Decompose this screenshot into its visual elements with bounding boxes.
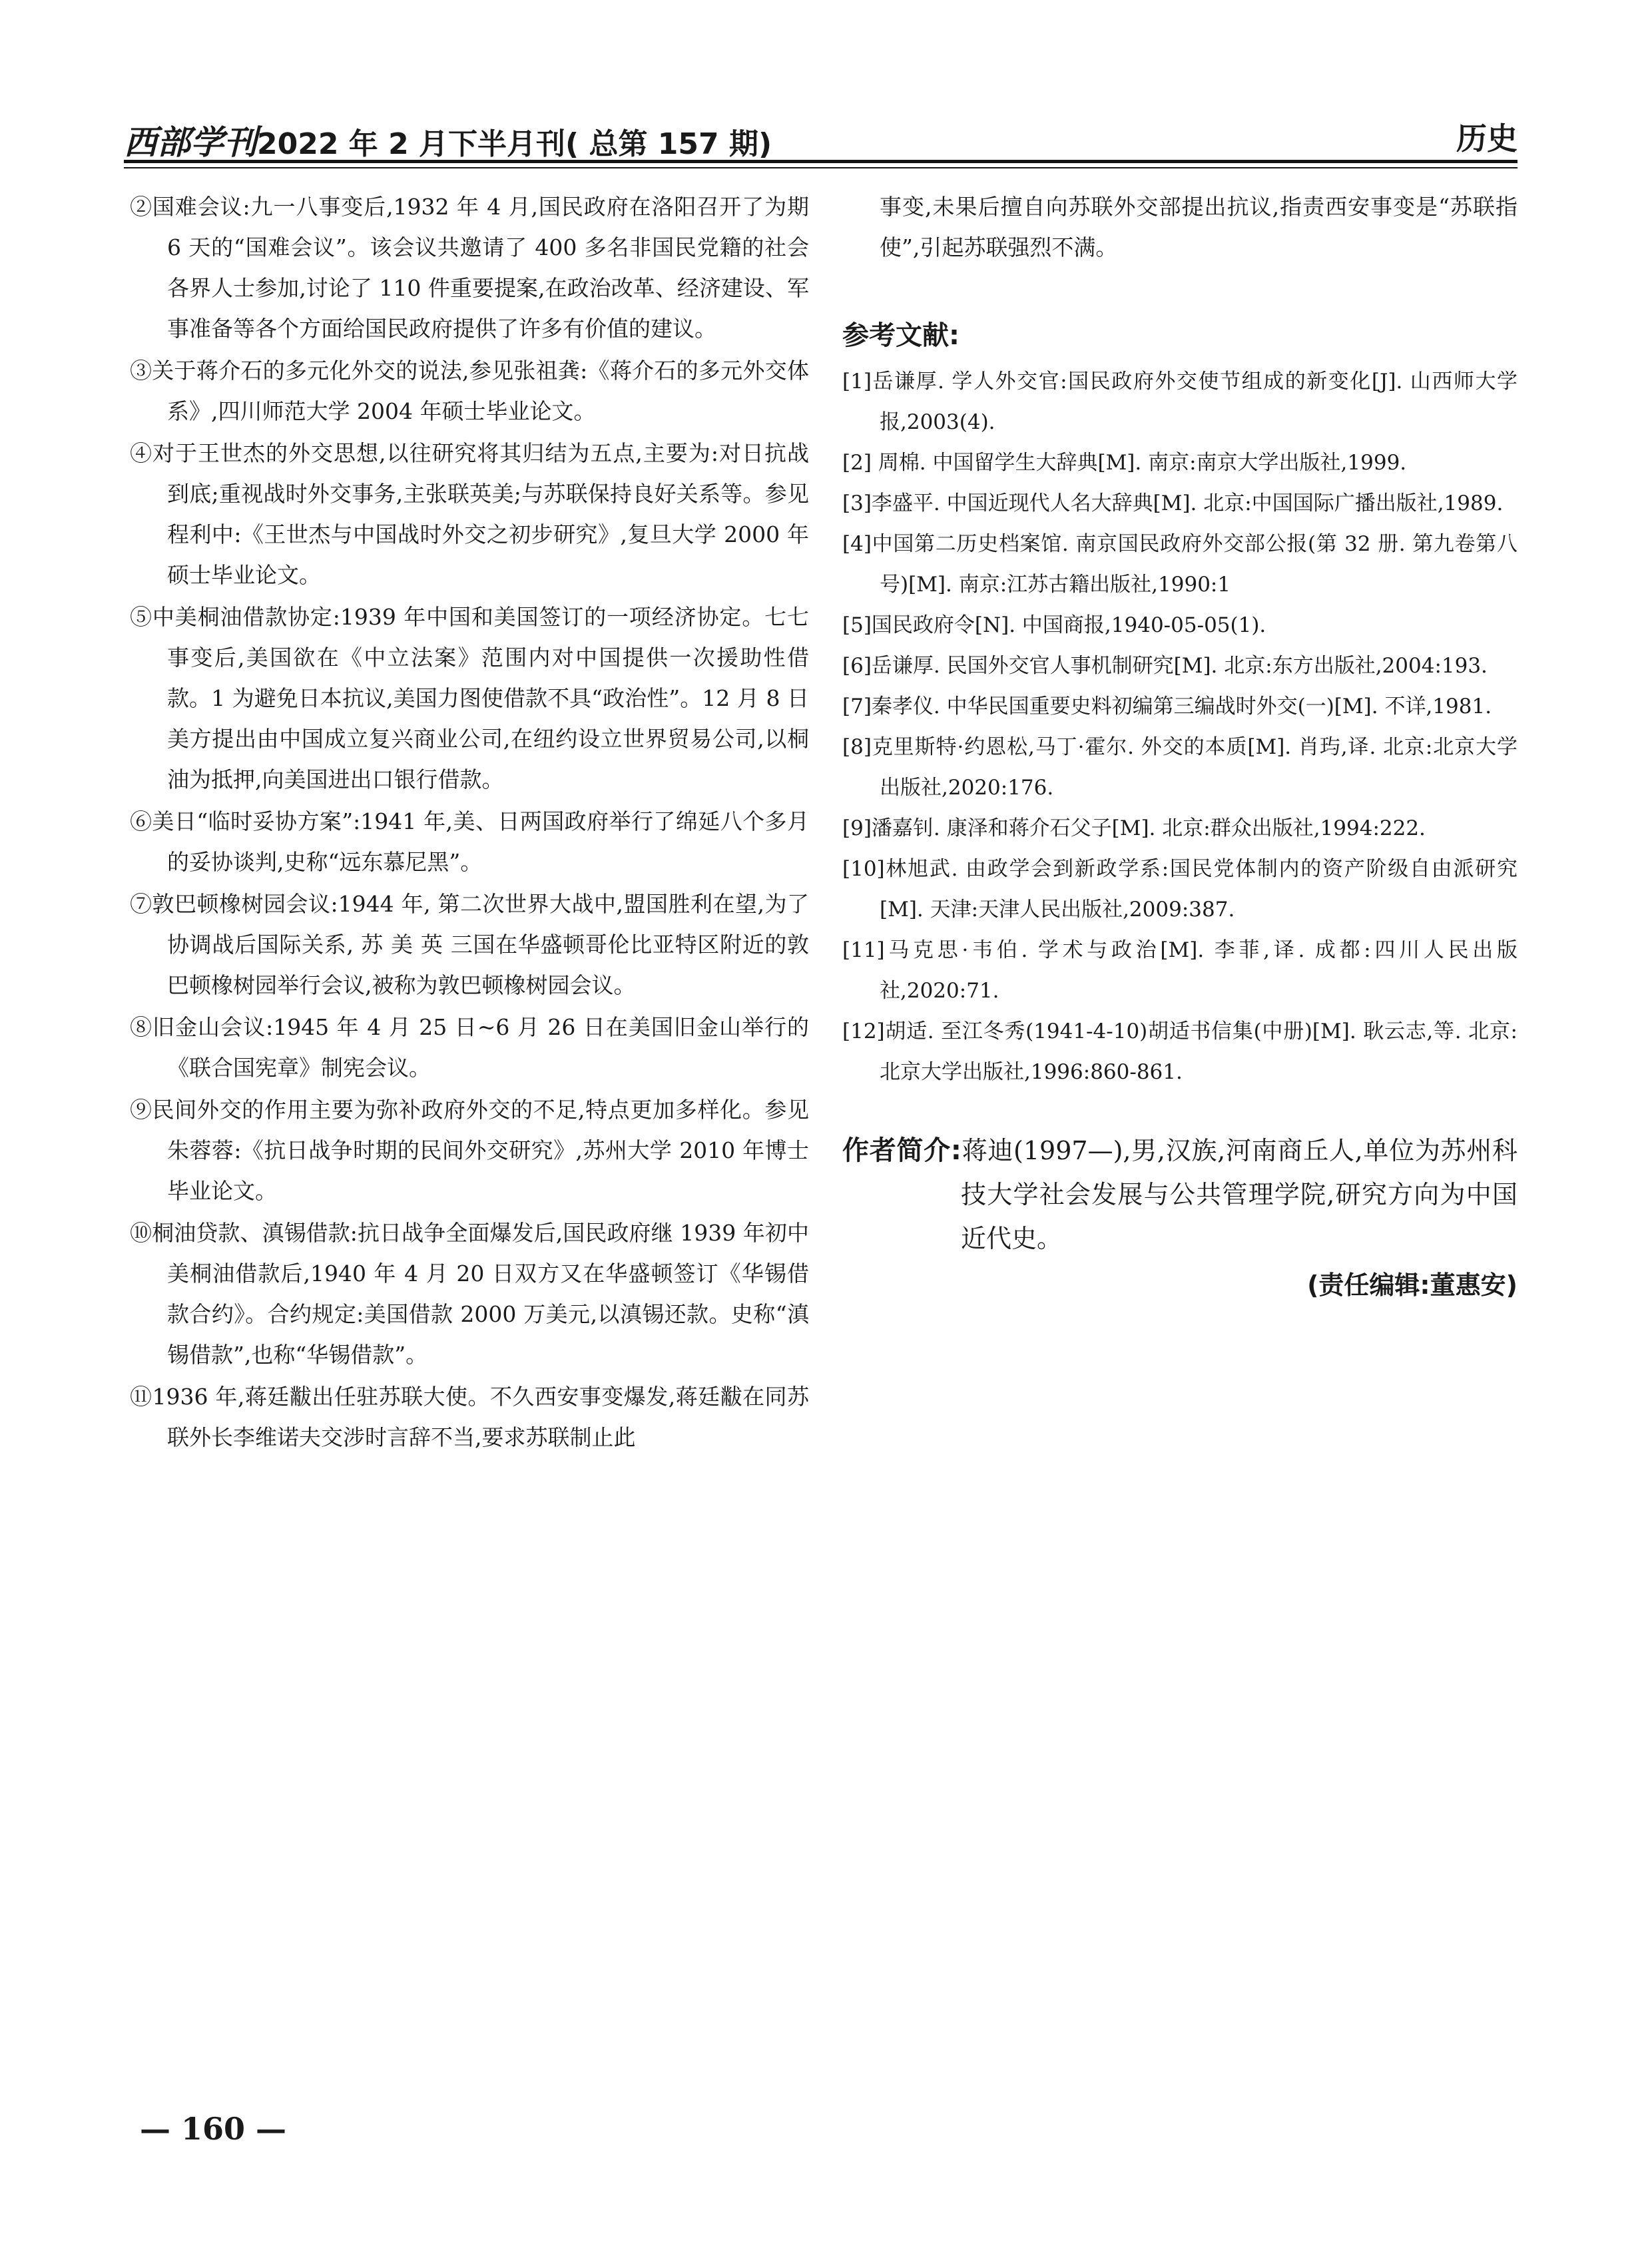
note-10: ⑩桐油贷款、滇锡借款:抗日战争全面爆发后,国民政府继 1939 年初中美桐油借款后,1940 年 4 月 20 日双方又在华盛顿签订《华锡借款合约》。合约规定:美国借款 2000 万美元,以滇锡还款。史称“滇锡借款”,也称“华锡借款”。 [130, 1220, 809, 1368]
header-journal-issue [124, 116, 772, 164]
references-column [842, 186, 1517, 1301]
note-4: ④对于王世杰的外交思想,以往研究将其归结为五点,主要为:对日抗战到底;重视战时外交事务,主张联英美;与苏联保持良好关系等。参见程利中:《王世杰与中国战时外交之初步研究》,复旦大学 2000 年硕士毕业论文。 [130, 440, 809, 588]
references-heading: 参考文献: [842, 320, 960, 351]
author-text: 蒋迪(1997—),男,汉族,河南商丘人,单位为苏州科技大学社会发展与公共管理学院,研究方向为中国近代史。 [961, 1136, 1517, 1253]
reference-item: [1]岳谦厚. 学人外交官:国民政府外交使节组成的新变化[J]. 山西师大学报,2003(4). [842, 370, 1517, 434]
reference-item: [5]国民政府令[N]. 中国商报,1940-05-05(1). [842, 613, 1266, 637]
page-number: — 160 — [140, 2111, 287, 2147]
header-rule-thin [124, 167, 1517, 168]
section-title: 历史 [1456, 121, 1517, 156]
reference-item: [10]林旭武. 由政学会到新政学系:国民党体制内的资产阶级自由派研究[M]. 天津:天津人民出版社,2009:387. [842, 857, 1517, 922]
header-rule [124, 160, 1517, 163]
reference-item: [11]马克思·韦伯. 学术与政治[M]. 李菲,译. 成都:四川人民出版社,2020:71. [842, 938, 1517, 1003]
reference-item: [12]胡适. 至江冬秀(1941-4-10)胡适书信集(中册)[M]. 耿云志,等. 北京:北京大学出版社,1996:860-861. [842, 1019, 1517, 1084]
reference-item: [2] 周棉. 中国留学生大辞典[M]. 南京:南京大学出版社,1999. [842, 451, 1407, 475]
note-3: ③关于蒋介石的多元化外交的说法,参见张祖龚:《蒋介石的多元外交体系》,四川师范大学 2004 年硕士毕业论文。 [130, 358, 809, 424]
author-label: 作者简介: [842, 1135, 962, 1166]
page-header [124, 112, 1517, 160]
author-bio [842, 1129, 1517, 1261]
issue-info: 2022 年 2 月下半月刊( 总第 157 期) [257, 127, 772, 161]
reference-item: [4]中国第二历史档案馆. 南京国民政府外交部公报(第 32 册. 第九卷第八号)[M]. 南京:江苏古籍出版社,1990:1 [842, 532, 1517, 597]
reference-item: [9]潘嘉钊. 康泽和蒋介石父子[M]. 北京:群众出版社,1994:222. [842, 816, 1426, 840]
notes-column [130, 186, 809, 1459]
reference-item: [6]岳谦厚. 民国外交官人事机制研究[M]. 北京:东方出版社,2004:193. [842, 654, 1488, 678]
reference-item: [8]克里斯特·约恩松,马丁·霍尔. 外交的本质[M]. 肖玙,译. 北京:北京大学出版社,2020:176. [842, 735, 1517, 800]
note-11: ⑪1936 年,蒋廷黻出任驻苏联大使。不久西安事变爆发,蒋廷黻在同苏联外长李维诺夫交涉时言辞不当,要求苏联制止此 [130, 1384, 809, 1450]
note-5: ⑤中美桐油借款协定:1939 年中国和美国签订的一项经济协定。七七事变后,美国欲在《中立法案》范围内对中国提供一次援助性借款。1 为避免日本抗议,美国力图使借款不具“政治性”。12 月 8 日美方提出由中国成立复兴商业公司,在纽约设立世界贸易公司,以桐油为抵押,向美国进出口银行借款。 [130, 604, 809, 792]
note-7: ⑦敦巴顿橡树园会议:1944 年, 第二次世界大战中,盟国胜利在望,为了协调战后国际关系, 苏 美 英 三国在华盛顿哥伦比亚特区附近的敦巴顿橡树园举行会议,被称为敦巴顿橡树园会议。 [130, 891, 809, 998]
responsible-editor: (责任编辑:董惠安) [1307, 1270, 1517, 1300]
note-6: ⑥美日“临时妥协方案”:1941 年,美、日两国政府举行了绵延八个多月的妥协谈判,史称“远东慕尼黑”。 [130, 808, 809, 875]
note-2: ②国难会议:九一八事变后,1932 年 4 月,国民政府在洛阳召开了为期 6 天的“国难会议”。该会议共邀请了 400 多名非国民党籍的社会各界人士参加,讨论了 110 件重要提案,在政治改革、经济建设、军事准备等各个方面给国民政府提供了许多有价值的建议。 [130, 194, 809, 342]
journal-logo: 西部学刊 [124, 123, 257, 162]
note-11-continuation: 事变,未果后擅自向苏联外交部提出抗议,指责西安事变是“苏联指使”,引起苏联强烈不满。 [880, 194, 1517, 260]
reference-item: [3]李盛平. 中国近现代人名大辞典[M]. 北京:中国国际广播出版社,1989. [842, 491, 1504, 515]
reference-item: [7]秦孝仪. 中华民国重要史料初编第三编战时外交(一)[M]. 不详,1981. [842, 695, 1492, 718]
note-8: ⑧旧金山会议:1945 年 4 月 25 日~6 月 26 日在美国旧金山举行的《联合国宪章》制宪会议。 [130, 1014, 809, 1081]
note-9: ⑨民间外交的作用主要为弥补政府外交的不足,特点更加多样化。参见朱蓉蓉:《抗日战争时期的民间外交研究》,苏州大学 2010 年博士毕业论文。 [130, 1097, 809, 1204]
